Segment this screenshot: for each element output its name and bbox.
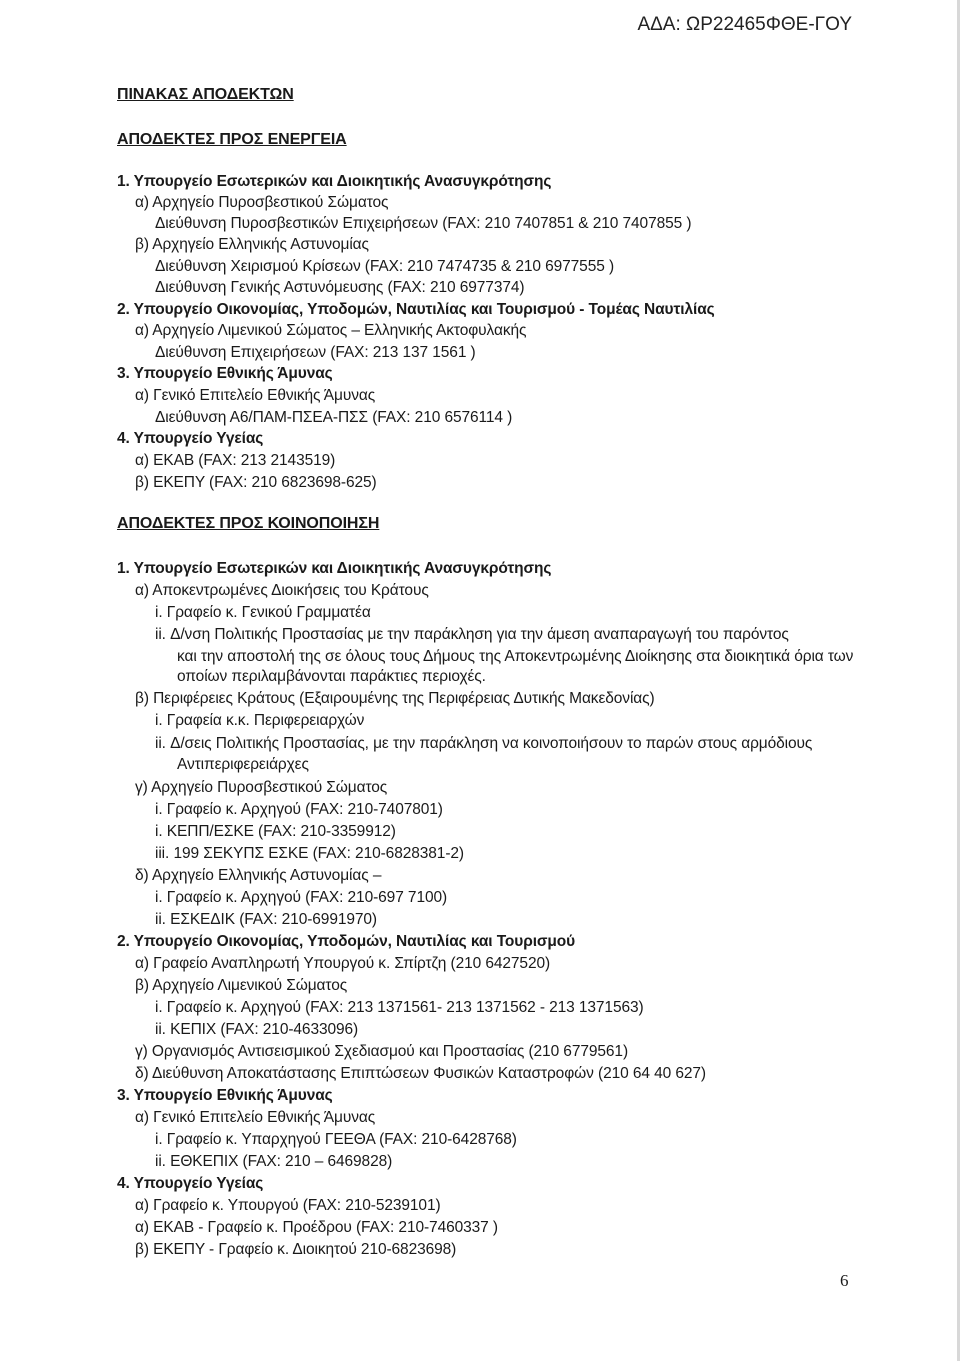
list-item: β) Αρχηγείο Λιμενικού Σώματος bbox=[135, 977, 348, 994]
list-item: α) Γραφείο κ. Υπουργού (FAX: 210-5239101) bbox=[135, 1197, 441, 1214]
list-item: δ) Αρχηγείο Ελληνικής Αστυνομίας – bbox=[135, 867, 382, 884]
list-item: β) ΕΚΕΠΥ - Γραφείο κ. Διοικητού 210-6823698) bbox=[135, 1241, 457, 1258]
list-item: i. Γραφεία κ.κ. Περιφερειαρχών bbox=[155, 712, 365, 729]
ministry-health: 4. Υπουργείο Υγείας bbox=[117, 1175, 264, 1192]
ministry-economy: 2. Υπουργείο Οικονομίας, Υποδομών, Ναυτιλίας και Τουρισμού - Τομέας Ναυτιλίας bbox=[117, 301, 715, 318]
list-item: β) Αρχηγείο Ελληνικής Αστυνομίας bbox=[135, 236, 369, 253]
list-item: ii. ΕΣΚΕΔΙΚ (FAX: 210-6991970) bbox=[155, 911, 377, 928]
ministry-defence: 3. Υπουργείο Εθνικής Άμυνας bbox=[117, 1087, 333, 1104]
list-item: β) Περιφέρειες Κράτους (Εξαιρουμένης της Περιφέρειας Δυτικής Μακεδονίας) bbox=[135, 690, 655, 707]
list-item: i. ΚΕΠΠ/ΕΣΚΕ (FAX: 210-3359912) bbox=[155, 823, 396, 840]
list-item: α) Αποκεντρωμένες Διοικήσεις του Κράτους bbox=[135, 582, 429, 599]
list-item: α) ΕΚΑΒ (FAX: 213 2143519) bbox=[135, 452, 336, 469]
list-item: γ) Αρχηγείο Πυροσβεστικού Σώματος bbox=[135, 779, 388, 796]
list-item: γ) Οργανισμός Αντισεισμικού Σχεδιασμού και Προστασίας (210 6779561) bbox=[135, 1043, 629, 1060]
list-item: Διεύθυνση Γενικής Αστυνόμευσης (FAX: 210 6977374) bbox=[155, 279, 525, 296]
section-heading-info: ΑΠΟΔΕΚΤΕΣ ΠΡΟΣ ΚΟΙΝΟΠΟΙΗΣΗ bbox=[117, 515, 380, 532]
page-number: 6 bbox=[840, 1271, 849, 1290]
list-item: i. Γραφείο κ. Υπαρχηγού ΓΕΕΘΑ (FAX: 210-6428768) bbox=[155, 1131, 517, 1148]
list-item: Διεύθυνση Επιχειρήσεων (FAX: 213 137 1561 ) bbox=[155, 344, 476, 361]
list-item: ii. ΚΕΠΙΧ (FAX: 210-4633096) bbox=[155, 1021, 359, 1038]
ministry-health: 4. Υπουργείο Υγείας bbox=[117, 430, 264, 447]
list-item: i. Γραφείο κ. Αρχηγού (FAX: 210-7407801) bbox=[155, 801, 443, 818]
section-heading-action: ΑΠΟΔΕΚΤΕΣ ΠΡΟΣ ΕΝΕΡΓΕΙΑ bbox=[117, 131, 347, 148]
ministry-interior: 1. Υπουργείο Εσωτερικών και Διοικητικής Ανασυγκρότησης bbox=[117, 173, 552, 190]
list-item: i. Γραφείο κ. Αρχηγού (FAX: 210-697 7100) bbox=[155, 889, 448, 906]
list-item: α) Αρχηγείο Πυροσβεστικού Σώματος bbox=[135, 194, 389, 211]
ministry-economy: 2. Υπουργείο Οικονομίας, Υποδομών, Ναυτιλίας και Τουρισμού bbox=[117, 933, 576, 950]
document-title: ΠΙΝΑΚΑΣ ΑΠΟΔΕΚΤΩΝ bbox=[117, 86, 294, 103]
list-item: δ) Διεύθυνση Αποκατάστασης Επιπτώσεων Φυσικών Καταστροφών (210 64 40 627) bbox=[135, 1065, 706, 1082]
list-item: α) ΕΚΑΒ - Γραφείο κ. Προέδρου (FAX: 210-7460337 ) bbox=[135, 1219, 498, 1236]
list-item: iii. 199 ΣΕΚΥΠΣ ΕΣΚΕ (FAX: 210-6828381-2) bbox=[155, 845, 464, 862]
ministry-interior: 1. Υπουργείο Εσωτερικών και Διοικητικής Ανασυγκρότησης bbox=[117, 560, 552, 577]
list-item: ii. Δ/νση Πολιτικής Προστασίας με την παράκληση για την άμεση αναπαραγωγή του παρόντος bbox=[155, 626, 789, 643]
list-item: Διεύθυνση Χειρισμού Κρίσεων (FAX: 210 7474735 & 210 6977555 ) bbox=[155, 258, 615, 275]
list-item: i. Γραφείο κ. Αρχηγού (FAX: 213 1371561- 213 1371562 - 213 1371563) bbox=[155, 999, 644, 1016]
ada-code: ΑΔΑ: ΩΡ22465ΦΘΕ-ΓΟΥ bbox=[637, 14, 852, 35]
list-item: Διεύθυνση Α6/ΠΑΜ-ΠΣΕΑ-ΠΣΣ (FAX: 210 6576114 ) bbox=[155, 409, 513, 426]
list-item: και την αποστολή της σε όλους τους Δήμους της Αποκεντρωμένης Διοίκησης στα διοικητικά όρια των bbox=[177, 648, 854, 665]
list-item: ii. Δ/σεις Πολιτικής Προστασίας, με την παράκληση να κοινοποιήσουν το παρών στους αρμόδιους bbox=[155, 735, 813, 752]
list-item: α) Γραφείο Αναπληρωτή Υπουργού κ. Σπίρτζη (210 6427520) bbox=[135, 955, 551, 972]
list-item: ii. ΕΘΚΕΠΙΧ (FAX: 210 – 6469828) bbox=[155, 1153, 393, 1170]
list-item: α) Αρχηγείο Λιμενικού Σώματος – Ελληνικής Ακτοφυλακής bbox=[135, 322, 527, 339]
list-item: α) Γενικό Επιτελείο Εθνικής Άμυνας bbox=[135, 387, 376, 404]
list-item: Διεύθυνση Πυροσβεστικών Επιχειρήσεων (FAX: 210 7407851 & 210 7407855 ) bbox=[155, 215, 692, 232]
list-item: α) Γενικό Επιτελείο Εθνικής Άμυνας bbox=[135, 1109, 376, 1126]
list-item: οποίων περιλαμβάνονται παράκτιες περιοχές. bbox=[177, 668, 486, 685]
ministry-defence: 3. Υπουργείο Εθνικής Άμυνας bbox=[117, 365, 333, 382]
list-item: i. Γραφείο κ. Γενικού Γραμματέα bbox=[155, 604, 371, 621]
list-item: Αντιπεριφερειάρχες bbox=[177, 756, 309, 773]
list-item: β) ΕΚΕΠΥ (FAX: 210 6823698-625) bbox=[135, 474, 377, 491]
